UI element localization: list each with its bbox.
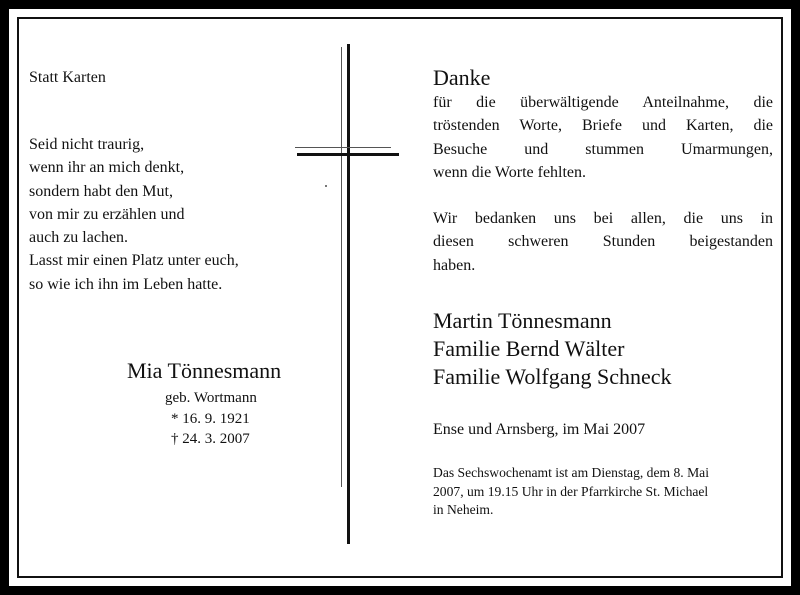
paragraph-line: haben. (433, 256, 476, 274)
death-date: † 24. 3. 2007 (171, 431, 250, 447)
family-name: Familie Bernd Wälter (433, 336, 625, 361)
poem (29, 133, 239, 296)
thanks-paragraph (433, 91, 773, 184)
poem-line: sondern habt den Mut, (29, 182, 173, 200)
paragraph-line: Besuche und stummen Umarmungen, (433, 140, 773, 158)
paragraph-line: für die überwältigende Anteilnahme, die (433, 94, 773, 111)
mass-notice (433, 464, 709, 520)
paragraph-line: diesen schweren Stunden beigestanden (433, 233, 773, 251)
poem-line: so wie ich ihn im Leben hatte. (29, 275, 223, 293)
poem-line: auch zu lachen. (29, 229, 129, 247)
heading-statt-karten: Statt Karten (29, 69, 106, 86)
notice-line: 2007, um 19.15 Uhr in der Pfarrkirche St. Michael (433, 483, 709, 499)
place-date: Ense und Arnsberg, im Mai 2007 (433, 421, 646, 438)
notice-line: in Neheim. (433, 502, 494, 517)
paragraph-line: Wir bedanken uns bei allen, die uns in (433, 210, 773, 227)
maiden-name: geb. Wortmann (165, 390, 257, 406)
poem-line: Seid nicht traurig, (29, 136, 145, 153)
family-list (433, 307, 672, 391)
family-name: Martin Tönnesmann (433, 308, 612, 333)
deceased-name: Mia Tönnesmann (127, 358, 282, 383)
obituary-card (9, 9, 791, 586)
poem-line: Lasst mir einen Platz unter euch, (29, 252, 239, 270)
notice-line: Das Sechswochenamt ist am Dienstag, dem 8. Mai (433, 465, 709, 480)
poem-line: von mir zu erzählen und (29, 205, 185, 223)
title-danke: Danke (433, 65, 491, 90)
family-name: Familie Wolfgang Schneck (433, 364, 672, 389)
birth-date: * 16. 9. 1921 (171, 411, 250, 427)
gratitude-paragraph (433, 207, 773, 277)
paragraph-line: wenn die Worte fehlten. (433, 163, 587, 181)
paragraph-line: tröstenden Worte, Briefe und Karten, die (433, 117, 773, 135)
poem-line: wenn ihr an mich denkt, (29, 159, 185, 177)
